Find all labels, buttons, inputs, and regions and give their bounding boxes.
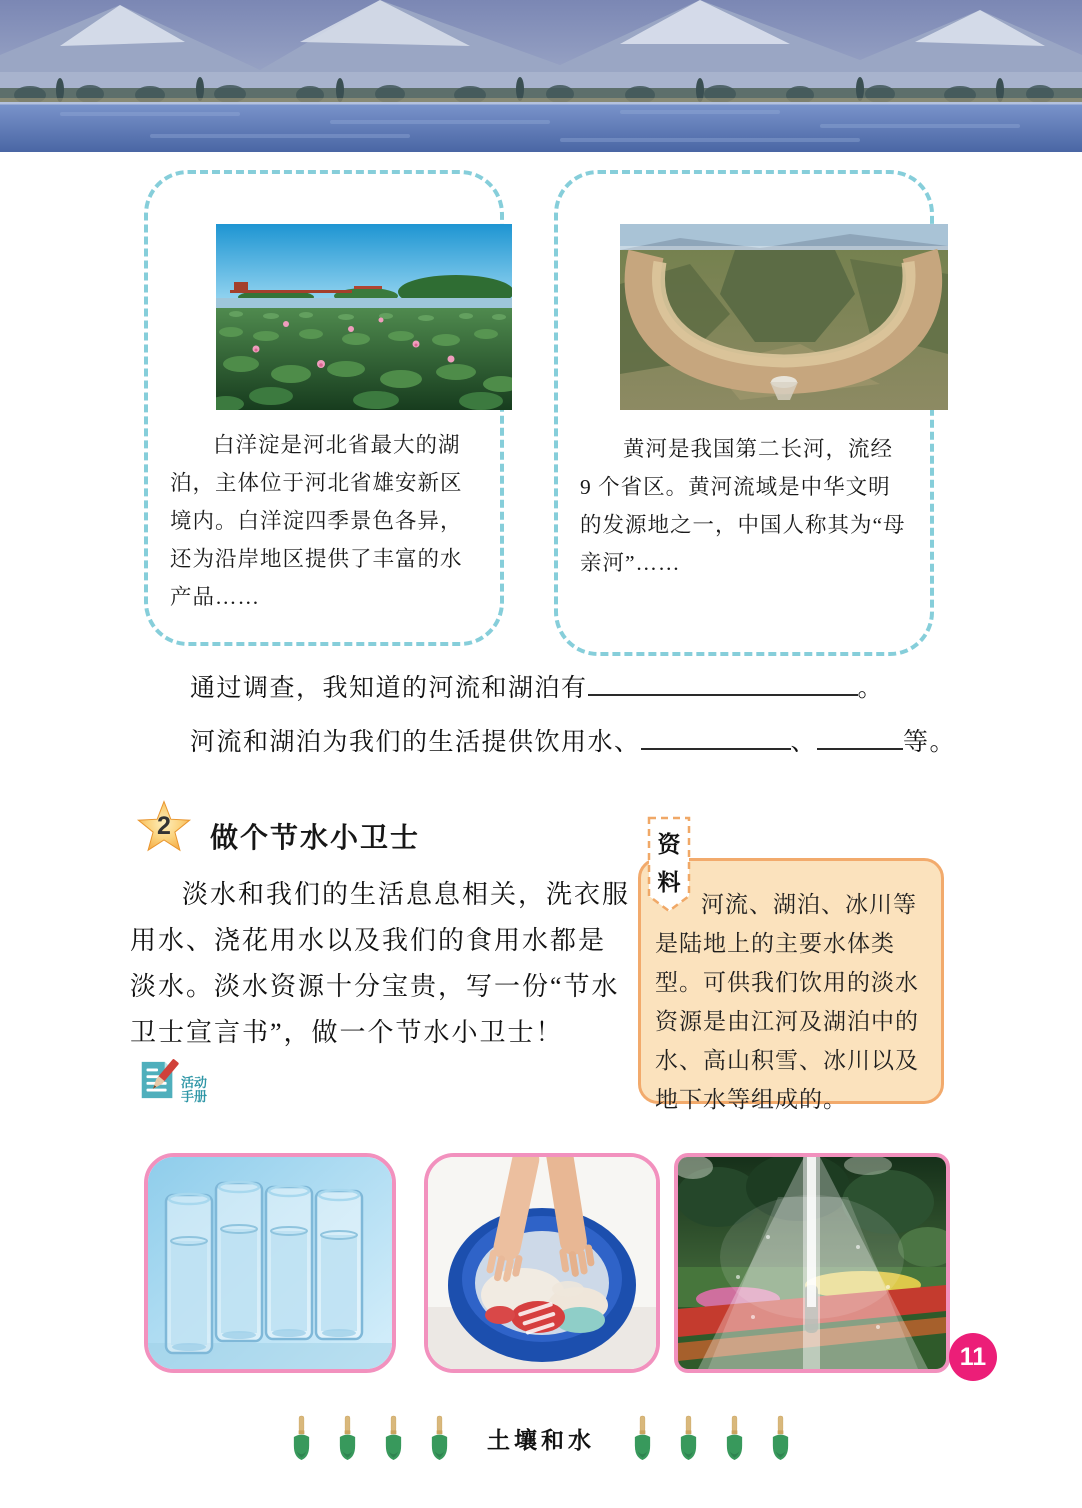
- chapter-title: 土壤和水: [487, 1426, 595, 1453]
- shovel-icon: [632, 1414, 653, 1462]
- lotus-lake-photo: [216, 224, 512, 410]
- handbook-document-icon: [136, 1056, 180, 1104]
- yellow-river-description: 黄河是我国第二长河，流经 9 个省区。黄河流域是中华文明的发源地之一，中国人称其为“母亲河”……: [580, 437, 906, 575]
- reference-tab-char-1: 资: [657, 831, 681, 857]
- section-title: 做个节水小卫士: [210, 822, 421, 853]
- washing-clothes-basin-photo: [424, 1153, 660, 1373]
- shovel-icon: [770, 1414, 791, 1462]
- handbook-label-line1: 活动: [181, 1075, 208, 1090]
- footer: [0, 1414, 1082, 1462]
- shovel-icon: [678, 1414, 699, 1462]
- page-number-badge: [949, 1333, 997, 1381]
- reference-tab: [646, 816, 692, 914]
- survey-line2-text: 河流和湖泊为我们的生活提供饮用水、: [190, 729, 641, 756]
- shovel-icon: [724, 1414, 745, 1462]
- reference-text: 河流、湖泊、冰川等是陆地上的主要水体类型。可供我们饮用的淡水资源是由江河及湖泊中的水、高山积雪、冰川以及地下水等组成的。: [655, 892, 919, 1112]
- reference-box: [638, 831, 944, 1112]
- shovel-icon: [337, 1414, 358, 1462]
- washing-basin-illustration: [428, 1157, 656, 1369]
- yellow-river-bend-photo: [620, 224, 948, 410]
- reference-tab-char-2: 料: [657, 869, 681, 895]
- survey-line1-text: 通过调查，我知道的河流和湖泊有: [190, 675, 588, 702]
- section-body: 淡水和我们的生活息息相关，洗衣服用水、浇花用水以及我们的食用水都是淡水。淡水资源十分宝贵，写一份“节水卫士宣言书”，做一个节水小卫士！: [130, 880, 631, 1047]
- baiyangdian-description: 白洋淀是河北省最大的湖泊，主体位于河北省雄安新区境内。白洋淀四季景色各异，还为沿岸地区提供了丰富的水产品……: [170, 433, 463, 609]
- shovel-icon: [291, 1414, 312, 1462]
- page-number: 11: [959, 1342, 987, 1371]
- shovel-icon: [383, 1414, 404, 1462]
- fill-blank-rivers: [588, 669, 858, 696]
- garden-sprinkler-photo: [674, 1153, 950, 1373]
- survey-line-2: [190, 722, 956, 758]
- survey-line1-period: 。: [857, 675, 885, 702]
- handbook-label-line2: 手册: [181, 1089, 208, 1104]
- water-glasses-photo: [144, 1153, 396, 1373]
- water-glasses-illustration: [148, 1157, 392, 1369]
- section-body-text: [130, 872, 632, 1107]
- fill-blank-use-2: [817, 723, 903, 750]
- sprinkler-garden-illustration: [678, 1157, 946, 1369]
- banner-illustration: [0, 0, 1082, 152]
- survey-line-1: [190, 668, 884, 704]
- header-lake-mountains-photo: [0, 0, 1082, 152]
- survey-line2-separator: 、: [790, 729, 818, 756]
- yellow-river-illustration: [620, 224, 948, 410]
- activity-handbook-icon: [136, 1056, 207, 1104]
- section-number-star-icon: [136, 798, 192, 857]
- info-card-yellow-river: [554, 170, 934, 656]
- section-number: 2: [157, 812, 171, 840]
- fill-blank-use-1: [641, 723, 791, 750]
- handbook-label: [181, 1076, 207, 1104]
- shovel-icon: [429, 1414, 450, 1462]
- info-card-baiyangdian: [144, 170, 504, 646]
- survey-line2-suffix: 等。: [903, 729, 957, 756]
- lotus-lake-illustration: [216, 224, 512, 410]
